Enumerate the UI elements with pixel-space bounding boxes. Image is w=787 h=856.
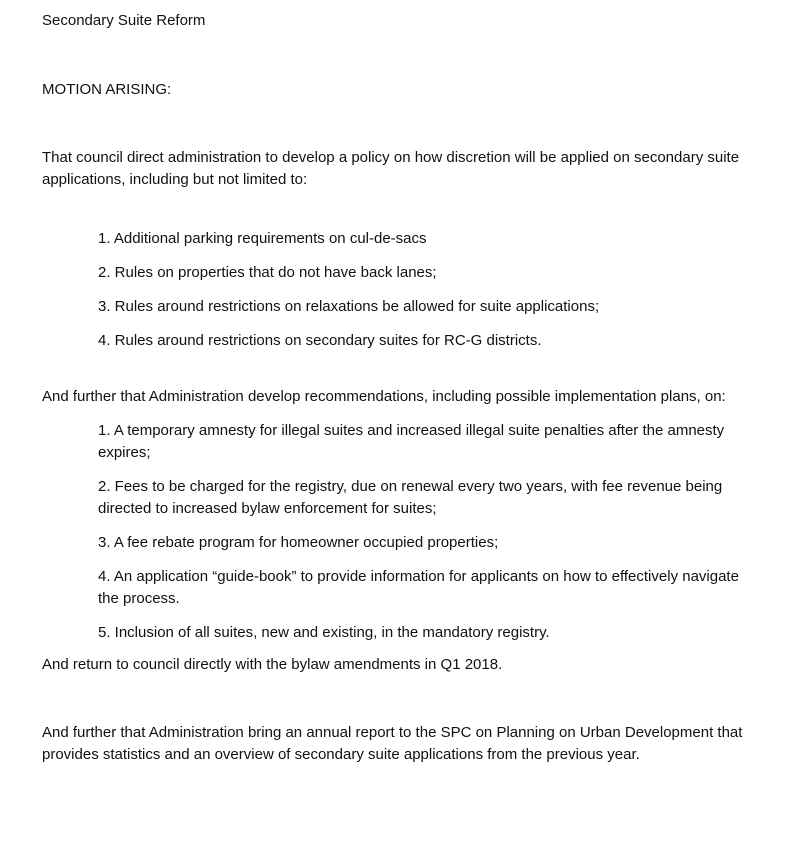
return-paragraph: And return to council directly with the bylaw amendments in Q1 2018. <box>42 656 503 673</box>
list-item: 1. A temporary amnesty for illegal suites and increased illegal suite penalties after the amnesty expires; <box>98 422 725 461</box>
document-page <box>42 10 747 766</box>
intro-paragraph: That council direct administration to develop a policy on how discretion will be applied on secondary suite applications, including but not limited to: <box>42 149 740 188</box>
list-item: 2. Fees to be charged for the registry, due on renewal every two years, with fee revenue being directed to increased bylaw enforcement for suites; <box>98 478 723 517</box>
list-item: 5. Inclusion of all suites, new and existing, in the mandatory registry. <box>98 624 550 641</box>
list-item: 2. Rules on properties that do not have back lanes; <box>98 264 437 281</box>
motion-heading: MOTION ARISING: <box>42 81 172 98</box>
list-item: 3. Rules around restrictions on relaxations be allowed for suite applications; <box>98 298 600 315</box>
policy-items-list <box>98 228 747 352</box>
document-title: Secondary Suite Reform <box>42 12 206 29</box>
list-item: 4. Rules around restrictions on secondary suites for RC-G districts. <box>98 332 542 349</box>
list-item: 4. An application “guide-book” to provide information for applicants on how to effectively navigate the process. <box>98 568 739 607</box>
further-paragraph: And further that Administration develop recommendations, including possible implementation plans, on: <box>42 388 726 405</box>
list-item: 3. A fee rebate program for homeowner occupied properties; <box>98 534 499 551</box>
recommendations-list <box>98 420 748 644</box>
list-item: 1. Additional parking requirements on cul-de-sacs <box>98 230 427 247</box>
annual-report-paragraph: And further that Administration bring an annual report to the SPC on Planning on Urban Development that provides statistics and an overview of secondary suite applications from the previous year. <box>42 724 743 763</box>
